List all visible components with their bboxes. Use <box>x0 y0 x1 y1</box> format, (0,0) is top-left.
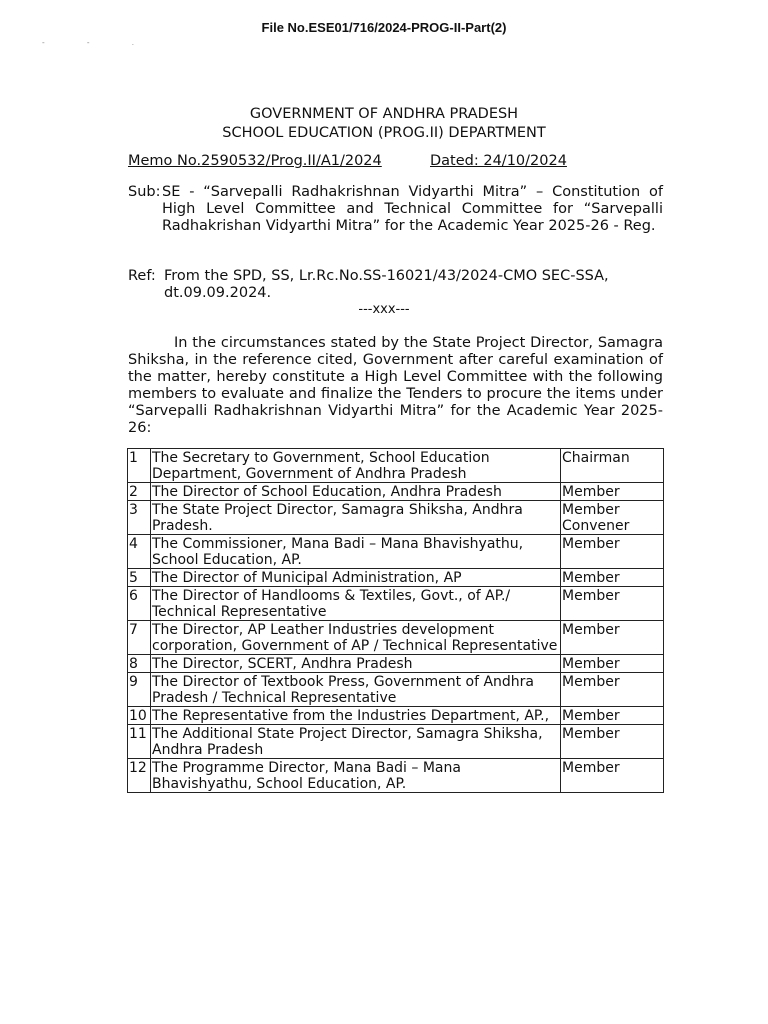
member-role: Member <box>561 725 664 759</box>
member-name: The Director of Textbook Press, Government of Andhra Pradesh / Technical Representative <box>151 673 561 707</box>
member-role: Member <box>561 483 664 501</box>
memo-line <box>128 153 578 169</box>
member-name: The Director of Handlooms & Textiles, Govt., of AP./ Technical Representative <box>151 587 561 621</box>
member-name: The Secretary to Government, School Education Department, Government of Andhra Pradesh <box>151 449 561 483</box>
member-number: 7 <box>128 621 151 655</box>
member-number: 2 <box>128 483 151 501</box>
member-number: 10 <box>128 707 151 725</box>
member-role: Chairman <box>561 449 664 483</box>
table-row <box>128 483 664 501</box>
table-row <box>128 621 664 655</box>
memo-date: Dated: 24/10/2024 <box>430 153 567 169</box>
reference-text: From the SPD, SS, Lr.Rc.No.SS-16021/43/2024-CMO SEC-SSA, dt.09.09.2024. <box>164 268 609 301</box>
reference-block <box>128 268 663 302</box>
member-role: Member <box>561 673 664 707</box>
member-role: Member <box>561 759 664 793</box>
subject-label: Sub: <box>128 184 161 200</box>
member-name: The Programme Director, Mana Badi – Mana Bhavishyathu, School Education, AP. <box>151 759 561 793</box>
member-name: The Representative from the Industries Department, AP., <box>151 707 561 725</box>
member-number: 6 <box>128 587 151 621</box>
member-number: 8 <box>128 655 151 673</box>
scan-artifact: - - . <box>42 38 154 47</box>
department-title: SCHOOL EDUCATION (PROG.II) DEPARTMENT <box>222 125 546 141</box>
member-name: The Additional State Project Director, Samagra Shiksha, Andhra Pradesh <box>151 725 561 759</box>
table-row <box>128 535 664 569</box>
member-name: The Director of School Education, Andhra Pradesh <box>151 483 561 501</box>
table-row <box>128 707 664 725</box>
member-number: 5 <box>128 569 151 587</box>
member-number: 12 <box>128 759 151 793</box>
table-row <box>128 587 664 621</box>
member-role: Member <box>561 707 664 725</box>
member-name: The State Project Director, Samagra Shiksha, Andhra Pradesh. <box>151 501 561 535</box>
separator: ---xxx--- <box>358 302 410 317</box>
member-role: Member <box>561 535 664 569</box>
memo-number: Memo No.2590532/Prog.II/A1/2024 <box>128 153 382 169</box>
government-title: GOVERNMENT OF ANDHRA PRADESH <box>249 106 519 122</box>
body-paragraph: In the circumstances stated by the State Project Director, Samagra Shiksha, in the reference cited, Government after careful examination of the matter, hereby constitute a High Level Committee with the following members to evaluate and finalize the Tenders to procure the items under “Sarvepalli Radhakrishnan Vidyarthi Mitra” for the Academic Year 2025-26: <box>128 335 663 436</box>
file-number: File No.ESE01/716/2024-PROG-II-Part(2) <box>261 20 507 35</box>
subject-block <box>128 184 663 235</box>
subject-text: SE - “Sarvepalli Radhakrishnan Vidyarthi Mitra” – Constitution of High Level Committee and Technical Committee for “Sarvepalli Radhakrishan Vidyarthi Mitra” for the Academic Year 2025-26 - Reg. <box>162 184 663 234</box>
member-number: 3 <box>128 501 151 535</box>
member-role: Member <box>561 587 664 621</box>
table-row <box>128 449 664 483</box>
table-row <box>128 725 664 759</box>
member-name: The Commissioner, Mana Badi – Mana Bhavishyathu, School Education, AP. <box>151 535 561 569</box>
letterhead <box>0 105 768 143</box>
member-role: Member <box>561 655 664 673</box>
table-row <box>128 655 664 673</box>
table-row <box>128 759 664 793</box>
member-name: The Director, AP Leather Industries development corporation, Government of AP / Technical Representative <box>151 621 561 655</box>
member-name: The Director of Municipal Administration, AP <box>151 569 561 587</box>
member-number: 9 <box>128 673 151 707</box>
member-number: 11 <box>128 725 151 759</box>
committee-table <box>127 448 664 793</box>
member-number: 1 <box>128 449 151 483</box>
member-role: Member <box>561 621 664 655</box>
table-row <box>128 569 664 587</box>
member-number: 4 <box>128 535 151 569</box>
reference-label: Ref: <box>128 268 156 284</box>
table-row <box>128 673 664 707</box>
table-row <box>128 501 664 535</box>
member-role: Member Convener <box>561 501 664 535</box>
member-role: Member <box>561 569 664 587</box>
member-name: The Director, SCERT, Andhra Pradesh <box>151 655 561 673</box>
